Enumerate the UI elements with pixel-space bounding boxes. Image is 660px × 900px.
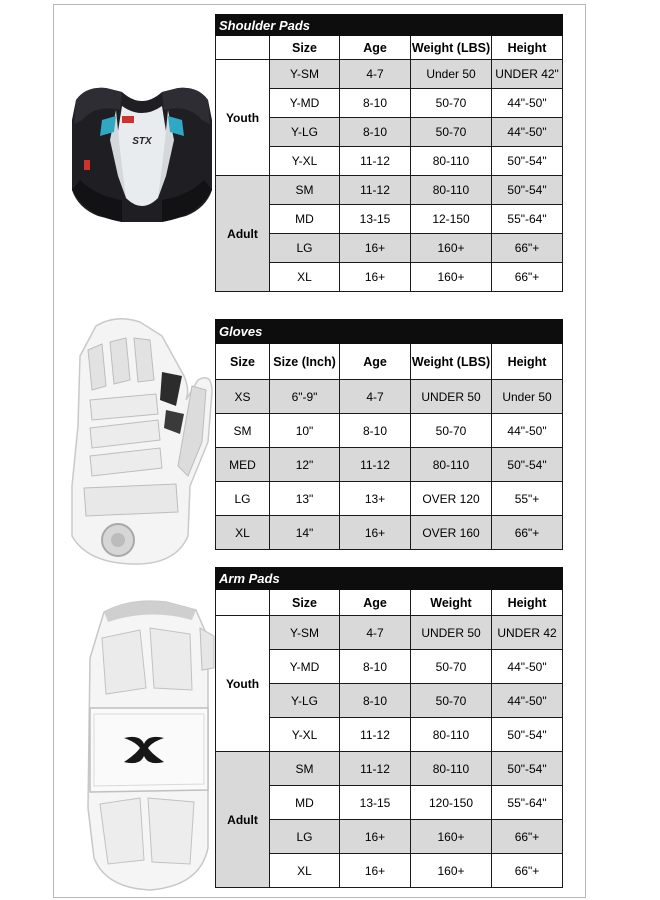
table-cell: Under 50 (411, 60, 492, 89)
table-cell: SM (216, 414, 270, 448)
table-cell: LG (270, 234, 340, 263)
header-cell: Size (Inch) (270, 344, 340, 380)
table-cell: 66"+ (492, 234, 563, 263)
header-cell (216, 590, 270, 616)
header-cell (216, 36, 270, 60)
table-cell: 66"+ (492, 516, 563, 550)
table-cell: 44"-50" (492, 414, 563, 448)
table-cell: 6"-9" (270, 380, 340, 414)
table-cell: UNDER 50 (411, 380, 492, 414)
table-cell: MD (270, 786, 340, 820)
table-cell: 8-10 (340, 414, 411, 448)
table-cell: Y-MD (270, 89, 340, 118)
table-title: Arm Pads (216, 568, 563, 590)
table-cell: 11-12 (340, 752, 411, 786)
table-cell: Y-XL (270, 147, 340, 176)
table-cell: 66"+ (492, 854, 563, 888)
table-cell: 160+ (411, 820, 492, 854)
table-cell: 50-70 (411, 118, 492, 147)
table-title: Gloves (216, 320, 563, 344)
table-cell: 80-110 (411, 752, 492, 786)
table-cell: 16+ (340, 820, 411, 854)
table-cell: 80-110 (411, 448, 492, 482)
table-cell: 4-7 (340, 380, 411, 414)
header-cell: Size (216, 344, 270, 380)
table-cell: 50"-54" (492, 448, 563, 482)
table-cell: Y-SM (270, 616, 340, 650)
header-cell: Height (492, 344, 563, 380)
table-cell: 50"-54" (492, 176, 563, 205)
table-cell: 50-70 (411, 89, 492, 118)
header-cell: Height (492, 36, 563, 60)
table-cell: LG (270, 820, 340, 854)
table-cell: 66"+ (492, 263, 563, 292)
table-cell: 16+ (340, 854, 411, 888)
table-cell: 11-12 (340, 176, 411, 205)
table-cell: 11-12 (340, 448, 411, 482)
table-cell: 44"-50" (492, 118, 563, 147)
group-label: Youth (216, 616, 270, 752)
arm-pad-image (80, 598, 216, 898)
table-cell: 160+ (411, 263, 492, 292)
table-cell: Y-MD (270, 650, 340, 684)
table-cell: Y-XL (270, 718, 340, 752)
shoulder-pads-table (215, 14, 563, 292)
header-cell: Age (340, 36, 411, 60)
table-cell: MD (270, 205, 340, 234)
table-cell: 50-70 (411, 684, 492, 718)
table-cell: UNDER 42" (492, 60, 563, 89)
header-cell: Size (270, 36, 340, 60)
header-cell: Weight (411, 590, 492, 616)
table-cell: 11-12 (340, 718, 411, 752)
group-label: Adult (216, 176, 270, 292)
table-cell: 120-150 (411, 786, 492, 820)
table-cell: 12-150 (411, 205, 492, 234)
table-cell: 8-10 (340, 684, 411, 718)
table-cell: 11-12 (340, 147, 411, 176)
table-cell: 80-110 (411, 176, 492, 205)
glove-image (66, 316, 218, 568)
table-cell: 13-15 (340, 205, 411, 234)
table-title: Shoulder Pads (216, 15, 563, 36)
table-cell: 44"-50" (492, 684, 563, 718)
table-cell: 55"-64" (492, 205, 563, 234)
header-cell: Height (492, 590, 563, 616)
header-cell: Weight (LBS) (411, 344, 492, 380)
table-cell: 55"+ (492, 482, 563, 516)
table-cell: 8-10 (340, 89, 411, 118)
table-cell: 16+ (340, 263, 411, 292)
table-cell: Under 50 (492, 380, 563, 414)
table-cell: Y-LG (270, 118, 340, 147)
table-cell: 8-10 (340, 118, 411, 147)
shoulder-pads-image (66, 80, 218, 230)
table-cell: LG (216, 482, 270, 516)
table-cell: UNDER 42 (492, 616, 563, 650)
table-cell: 160+ (411, 234, 492, 263)
table-cell: 44"-50" (492, 89, 563, 118)
table-cell: 50"-54" (492, 147, 563, 176)
table-cell: 80-110 (411, 147, 492, 176)
table-cell: 50-70 (411, 650, 492, 684)
table-cell: 14" (270, 516, 340, 550)
table-cell: 50"-54" (492, 718, 563, 752)
table-cell: 8-10 (340, 650, 411, 684)
table-cell: 80-110 (411, 718, 492, 752)
table-cell: 13+ (340, 482, 411, 516)
table-cell: MED (216, 448, 270, 482)
header-cell: Weight (LBS) (411, 36, 492, 60)
table-cell: 16+ (340, 234, 411, 263)
table-cell: UNDER 50 (411, 616, 492, 650)
table-cell: 160+ (411, 854, 492, 888)
table-cell: XL (216, 516, 270, 550)
stx-logo: STX (132, 136, 152, 147)
table-cell: 50"-54" (492, 752, 563, 786)
arm-pads-table (215, 567, 563, 888)
table-cell: OVER 120 (411, 482, 492, 516)
gloves-table (215, 319, 563, 550)
group-label: Youth (216, 60, 270, 176)
table-cell: 4-7 (340, 60, 411, 89)
header-cell: Age (340, 590, 411, 616)
table-cell: XL (270, 854, 340, 888)
table-cell: XS (216, 380, 270, 414)
table-cell: Y-SM (270, 60, 340, 89)
table-cell: 12" (270, 448, 340, 482)
table-cell: 50-70 (411, 414, 492, 448)
table-cell: 66"+ (492, 820, 563, 854)
header-cell: Size (270, 590, 340, 616)
table-cell: OVER 160 (411, 516, 492, 550)
table-cell: SM (270, 752, 340, 786)
header-cell: Age (340, 344, 411, 380)
table-cell: 44"-50" (492, 650, 563, 684)
table-cell: Y-LG (270, 684, 340, 718)
table-cell: 4-7 (340, 616, 411, 650)
table-cell: 13-15 (340, 786, 411, 820)
table-cell: 10" (270, 414, 340, 448)
group-label: Adult (216, 752, 270, 888)
table-cell: 55"-64" (492, 786, 563, 820)
table-cell: 16+ (340, 516, 411, 550)
table-cell: 13" (270, 482, 340, 516)
table-cell: SM (270, 176, 340, 205)
table-cell: XL (270, 263, 340, 292)
